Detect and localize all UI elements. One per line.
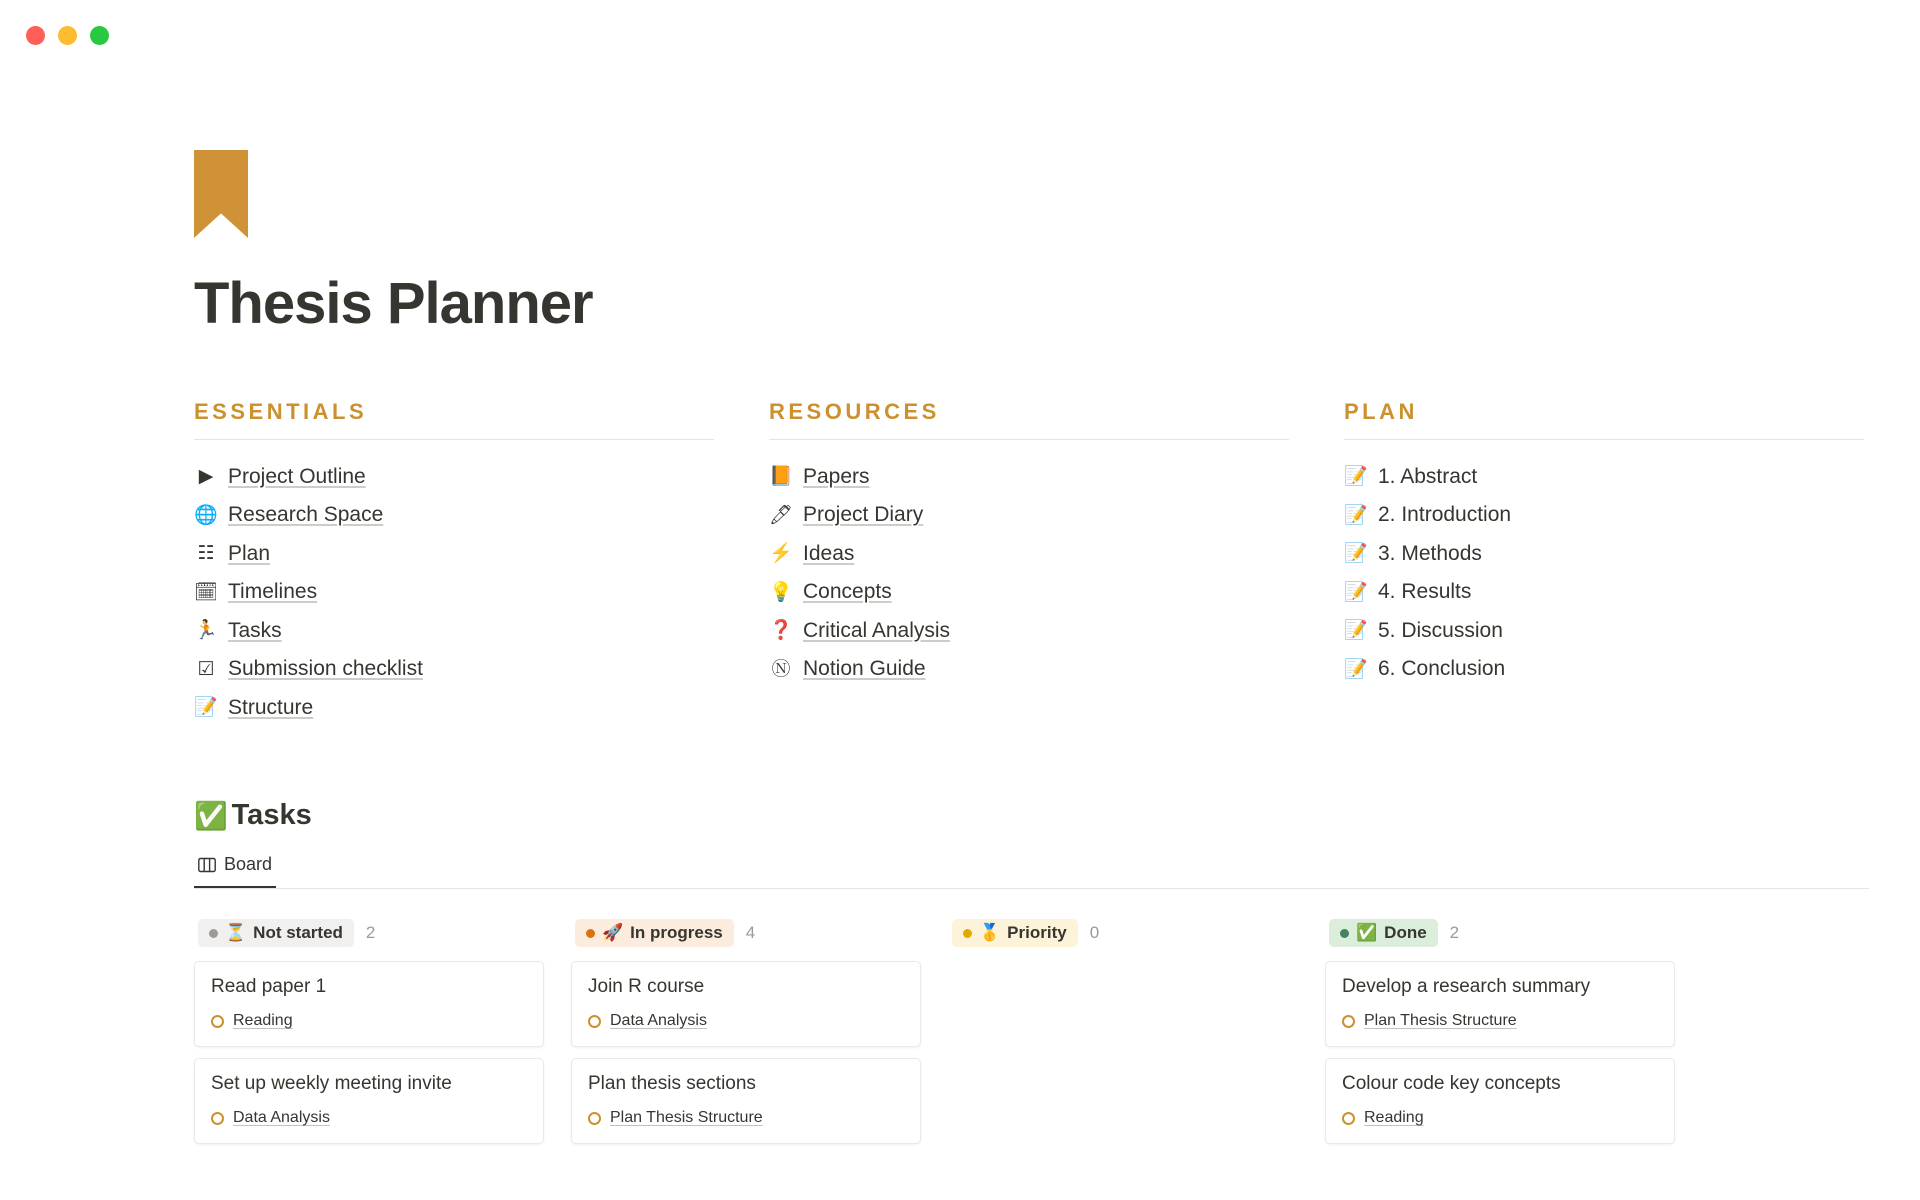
status-badge — [952, 919, 1078, 947]
edit-note-icon: 📝 — [194, 697, 218, 719]
status-dot-icon — [963, 929, 972, 938]
edit-note-icon: 📝 — [1344, 466, 1368, 488]
runner-icon: 🏃 — [194, 620, 218, 642]
link-label: 5. Discussion — [1378, 618, 1503, 642]
edit-note-icon: 📝 — [1344, 581, 1368, 603]
task-tag[interactable] — [588, 1012, 904, 1030]
tab-board[interactable] — [194, 848, 276, 888]
card-count: 4 — [745, 923, 756, 943]
checklist-icon: ☑ — [197, 658, 215, 680]
card-count: 0 — [1089, 923, 1100, 943]
circle-icon — [211, 1112, 224, 1125]
task-tag[interactable] — [211, 1012, 527, 1030]
circle-icon — [211, 1015, 224, 1028]
status-label: In progress — [630, 923, 723, 943]
card-count: 2 — [1449, 923, 1460, 943]
status-emoji-icon: 🥇 — [979, 923, 1001, 943]
task-tag[interactable] — [588, 1109, 904, 1127]
tasks-heading — [194, 799, 1800, 832]
lightning-icon: ⚡ — [769, 543, 793, 565]
link-label: Project Outline — [228, 465, 366, 488]
task-card[interactable] — [1325, 1058, 1675, 1144]
book-icon: 📙 — [769, 466, 793, 488]
link-label: Tasks — [228, 618, 282, 642]
task-title: Set up weekly meeting invite — [211, 1073, 452, 1095]
board-column-priority — [948, 913, 1325, 1155]
task-title: Plan thesis sections — [588, 1073, 756, 1095]
column-header-essentials: ESSENTIALS — [194, 399, 368, 424]
link-label: Papers — [803, 465, 870, 488]
status-label: Not started — [253, 923, 343, 943]
circle-icon — [588, 1112, 601, 1125]
link-label: Plan — [228, 541, 271, 565]
board-view-icon — [198, 857, 216, 873]
bookmark-icon — [194, 150, 248, 238]
link-results[interactable] — [1344, 573, 1864, 611]
link-concepts[interactable] — [769, 573, 1289, 611]
task-tag-label: Reading — [233, 1012, 293, 1030]
link-label: Notion Guide — [803, 657, 926, 681]
board-column-header[interactable] — [948, 913, 1298, 961]
link-label: Structure — [228, 695, 314, 719]
task-tag-label: Data Analysis — [610, 1012, 707, 1030]
status-label: Priority — [1007, 923, 1067, 943]
link-plan[interactable] — [194, 535, 714, 573]
view-tabs — [194, 848, 1869, 889]
tasks-section — [194, 799, 1800, 1155]
status-badge — [575, 919, 734, 947]
task-tag-label: Plan Thesis Structure — [610, 1109, 763, 1127]
link-columns — [194, 399, 1800, 727]
link-label: 1. Abstract — [1378, 465, 1478, 488]
board-column-header[interactable] — [194, 913, 544, 961]
circle-icon — [1342, 1015, 1355, 1028]
link-submission-checklist[interactable] — [194, 650, 714, 688]
status-emoji-icon: ✅ — [1356, 923, 1378, 943]
link-introduction[interactable] — [1344, 496, 1864, 534]
link-papers[interactable] — [769, 458, 1289, 496]
column-essentials — [194, 399, 769, 727]
link-research-space[interactable] — [194, 496, 714, 534]
notion-logo-icon: Ⓝ — [771, 658, 791, 680]
lightbulb-icon: 💡 — [769, 581, 793, 603]
task-tag-label: Plan Thesis Structure — [1364, 1012, 1517, 1030]
column-header-plan: PLAN — [1344, 399, 1418, 424]
status-emoji-icon: 🚀 — [602, 923, 624, 943]
link-label: Ideas — [803, 541, 855, 565]
list-icon: ☷ — [197, 543, 215, 565]
status-dot-icon — [1340, 929, 1349, 938]
task-tag-label: Data Analysis — [233, 1109, 330, 1127]
task-card[interactable] — [194, 961, 544, 1047]
link-label: Research Space — [228, 503, 384, 527]
edit-note-icon: 📝 — [1344, 543, 1368, 565]
link-methods[interactable] — [1344, 535, 1864, 573]
globe-icon: 🌐 — [194, 504, 218, 526]
board-column-not-started — [194, 913, 571, 1155]
status-label: Done — [1384, 923, 1427, 943]
column-resources — [769, 399, 1344, 727]
task-card[interactable] — [571, 1058, 921, 1144]
link-project-diary[interactable] — [769, 496, 1289, 534]
board-column-done — [1325, 913, 1702, 1155]
link-label: 2. Introduction — [1378, 503, 1512, 527]
card-count: 2 — [365, 923, 376, 943]
link-tasks[interactable] — [194, 612, 714, 650]
link-notion-guide[interactable] — [769, 650, 1289, 688]
link-label: Submission checklist — [228, 657, 423, 681]
board-column-header[interactable] — [571, 913, 921, 961]
status-dot-icon — [586, 929, 595, 938]
task-card[interactable] — [571, 961, 921, 1047]
link-label: 3. Methods — [1378, 541, 1482, 565]
link-timelines[interactable] — [194, 573, 714, 611]
link-label: 4. Results — [1378, 580, 1472, 604]
task-tag[interactable] — [1342, 1012, 1658, 1030]
calendar-icon: 🗓 — [194, 581, 219, 603]
divider — [194, 439, 714, 440]
divider — [1344, 439, 1864, 440]
status-emoji-icon: ⏳ — [225, 923, 247, 943]
column-header-resources: RESOURCES — [769, 399, 940, 424]
edit-note-icon: 📝 — [1344, 658, 1368, 680]
link-structure[interactable] — [194, 689, 714, 727]
link-critical-analysis[interactable] — [769, 612, 1289, 650]
task-tag[interactable] — [1342, 1109, 1658, 1127]
pen-icon: 🖊 — [769, 504, 794, 526]
circle-icon — [588, 1015, 601, 1028]
edit-note-icon: 📝 — [1344, 620, 1368, 642]
link-label: 6. Conclusion — [1378, 657, 1506, 681]
task-board — [194, 913, 1800, 1155]
edit-note-icon: 📝 — [1344, 504, 1368, 526]
link-abstract[interactable] — [1344, 458, 1864, 496]
link-discussion[interactable] — [1344, 612, 1864, 650]
status-badge — [1329, 919, 1438, 947]
status-badge — [198, 919, 354, 947]
link-label: Timelines — [228, 580, 318, 604]
column-plan — [1344, 399, 1864, 727]
check-box-icon: ✅ — [194, 800, 228, 831]
task-card[interactable] — [194, 1058, 544, 1144]
divider — [769, 439, 1289, 440]
tab-label: Board — [224, 854, 273, 875]
status-dot-icon — [209, 929, 218, 938]
task-card[interactable] — [1325, 961, 1675, 1047]
board-column-in-progress — [571, 913, 948, 1155]
task-title: Join R course — [588, 976, 705, 998]
task-tag[interactable] — [211, 1109, 527, 1127]
link-conclusion[interactable] — [1344, 650, 1864, 688]
page-title: Thesis Planner — [194, 271, 593, 336]
task-title: Develop a research summary — [1342, 976, 1591, 998]
task-title: Colour code key concepts — [1342, 1073, 1561, 1095]
link-project-outline[interactable] — [194, 458, 714, 496]
task-tag-label: Reading — [1364, 1109, 1424, 1127]
question-mark-icon: ❓ — [769, 620, 793, 642]
task-title: Read paper 1 — [211, 976, 327, 998]
link-label: Concepts — [803, 580, 892, 604]
circle-icon — [1342, 1112, 1355, 1125]
board-column-header[interactable] — [1325, 913, 1675, 961]
link-ideas[interactable] — [769, 535, 1289, 573]
tasks-heading-label: Tasks — [231, 799, 312, 832]
link-label: Critical Analysis — [803, 618, 951, 642]
play-triangle-icon: ▶ — [198, 466, 214, 488]
link-label: Project Diary — [803, 503, 924, 527]
